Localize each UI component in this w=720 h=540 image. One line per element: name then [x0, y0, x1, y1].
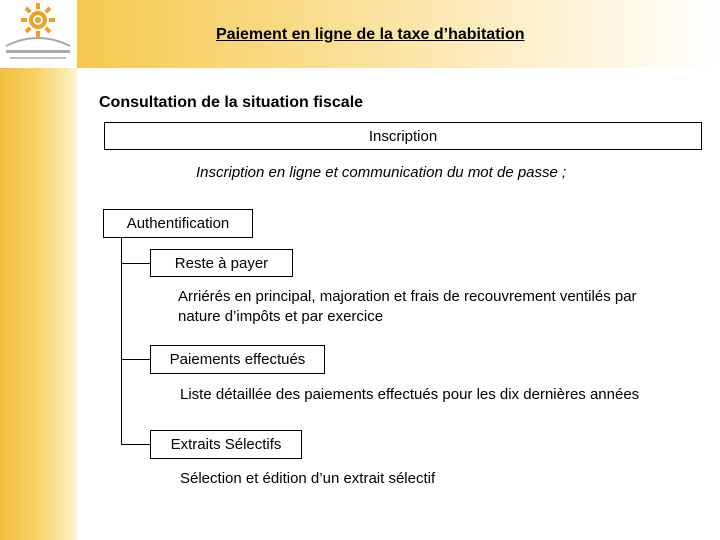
section-title: Consultation de la situation fiscale — [99, 94, 364, 111]
reste-a-payer-description-line2: nature d’impôts et par exercice — [178, 308, 384, 325]
decorative-side-band — [0, 68, 77, 540]
tree-connector — [121, 238, 122, 444]
tree-branch — [121, 444, 150, 445]
extraits-selectifs-description: Sélection et édition d’un extrait sélectif — [180, 470, 436, 487]
reste-a-payer-box: Reste à payer — [150, 249, 293, 277]
tree-branch — [121, 359, 150, 360]
paiements-effectues-box: Paiements effectués — [150, 345, 325, 374]
inscription-box: Inscription — [104, 122, 702, 150]
logo — [0, 0, 77, 68]
reste-a-payer-description-line1: Arriérés en principal, majoration et frais de recouvrement ventilés par — [178, 288, 637, 305]
paiements-effectues-description: Liste détaillée des paiements effectués pour les dix dernières années — [180, 386, 640, 403]
tree-branch — [121, 263, 150, 264]
extraits-selectifs-box: Extraits Sélectifs — [150, 430, 302, 459]
authentification-box: Authentification — [103, 209, 253, 238]
inscription-description: Inscription en ligne et communication du mot de passe ; — [196, 164, 567, 181]
page-title: Paiement en ligne de la taxe d’habitation — [216, 26, 525, 43]
sun-emblem-icon — [0, 0, 77, 68]
